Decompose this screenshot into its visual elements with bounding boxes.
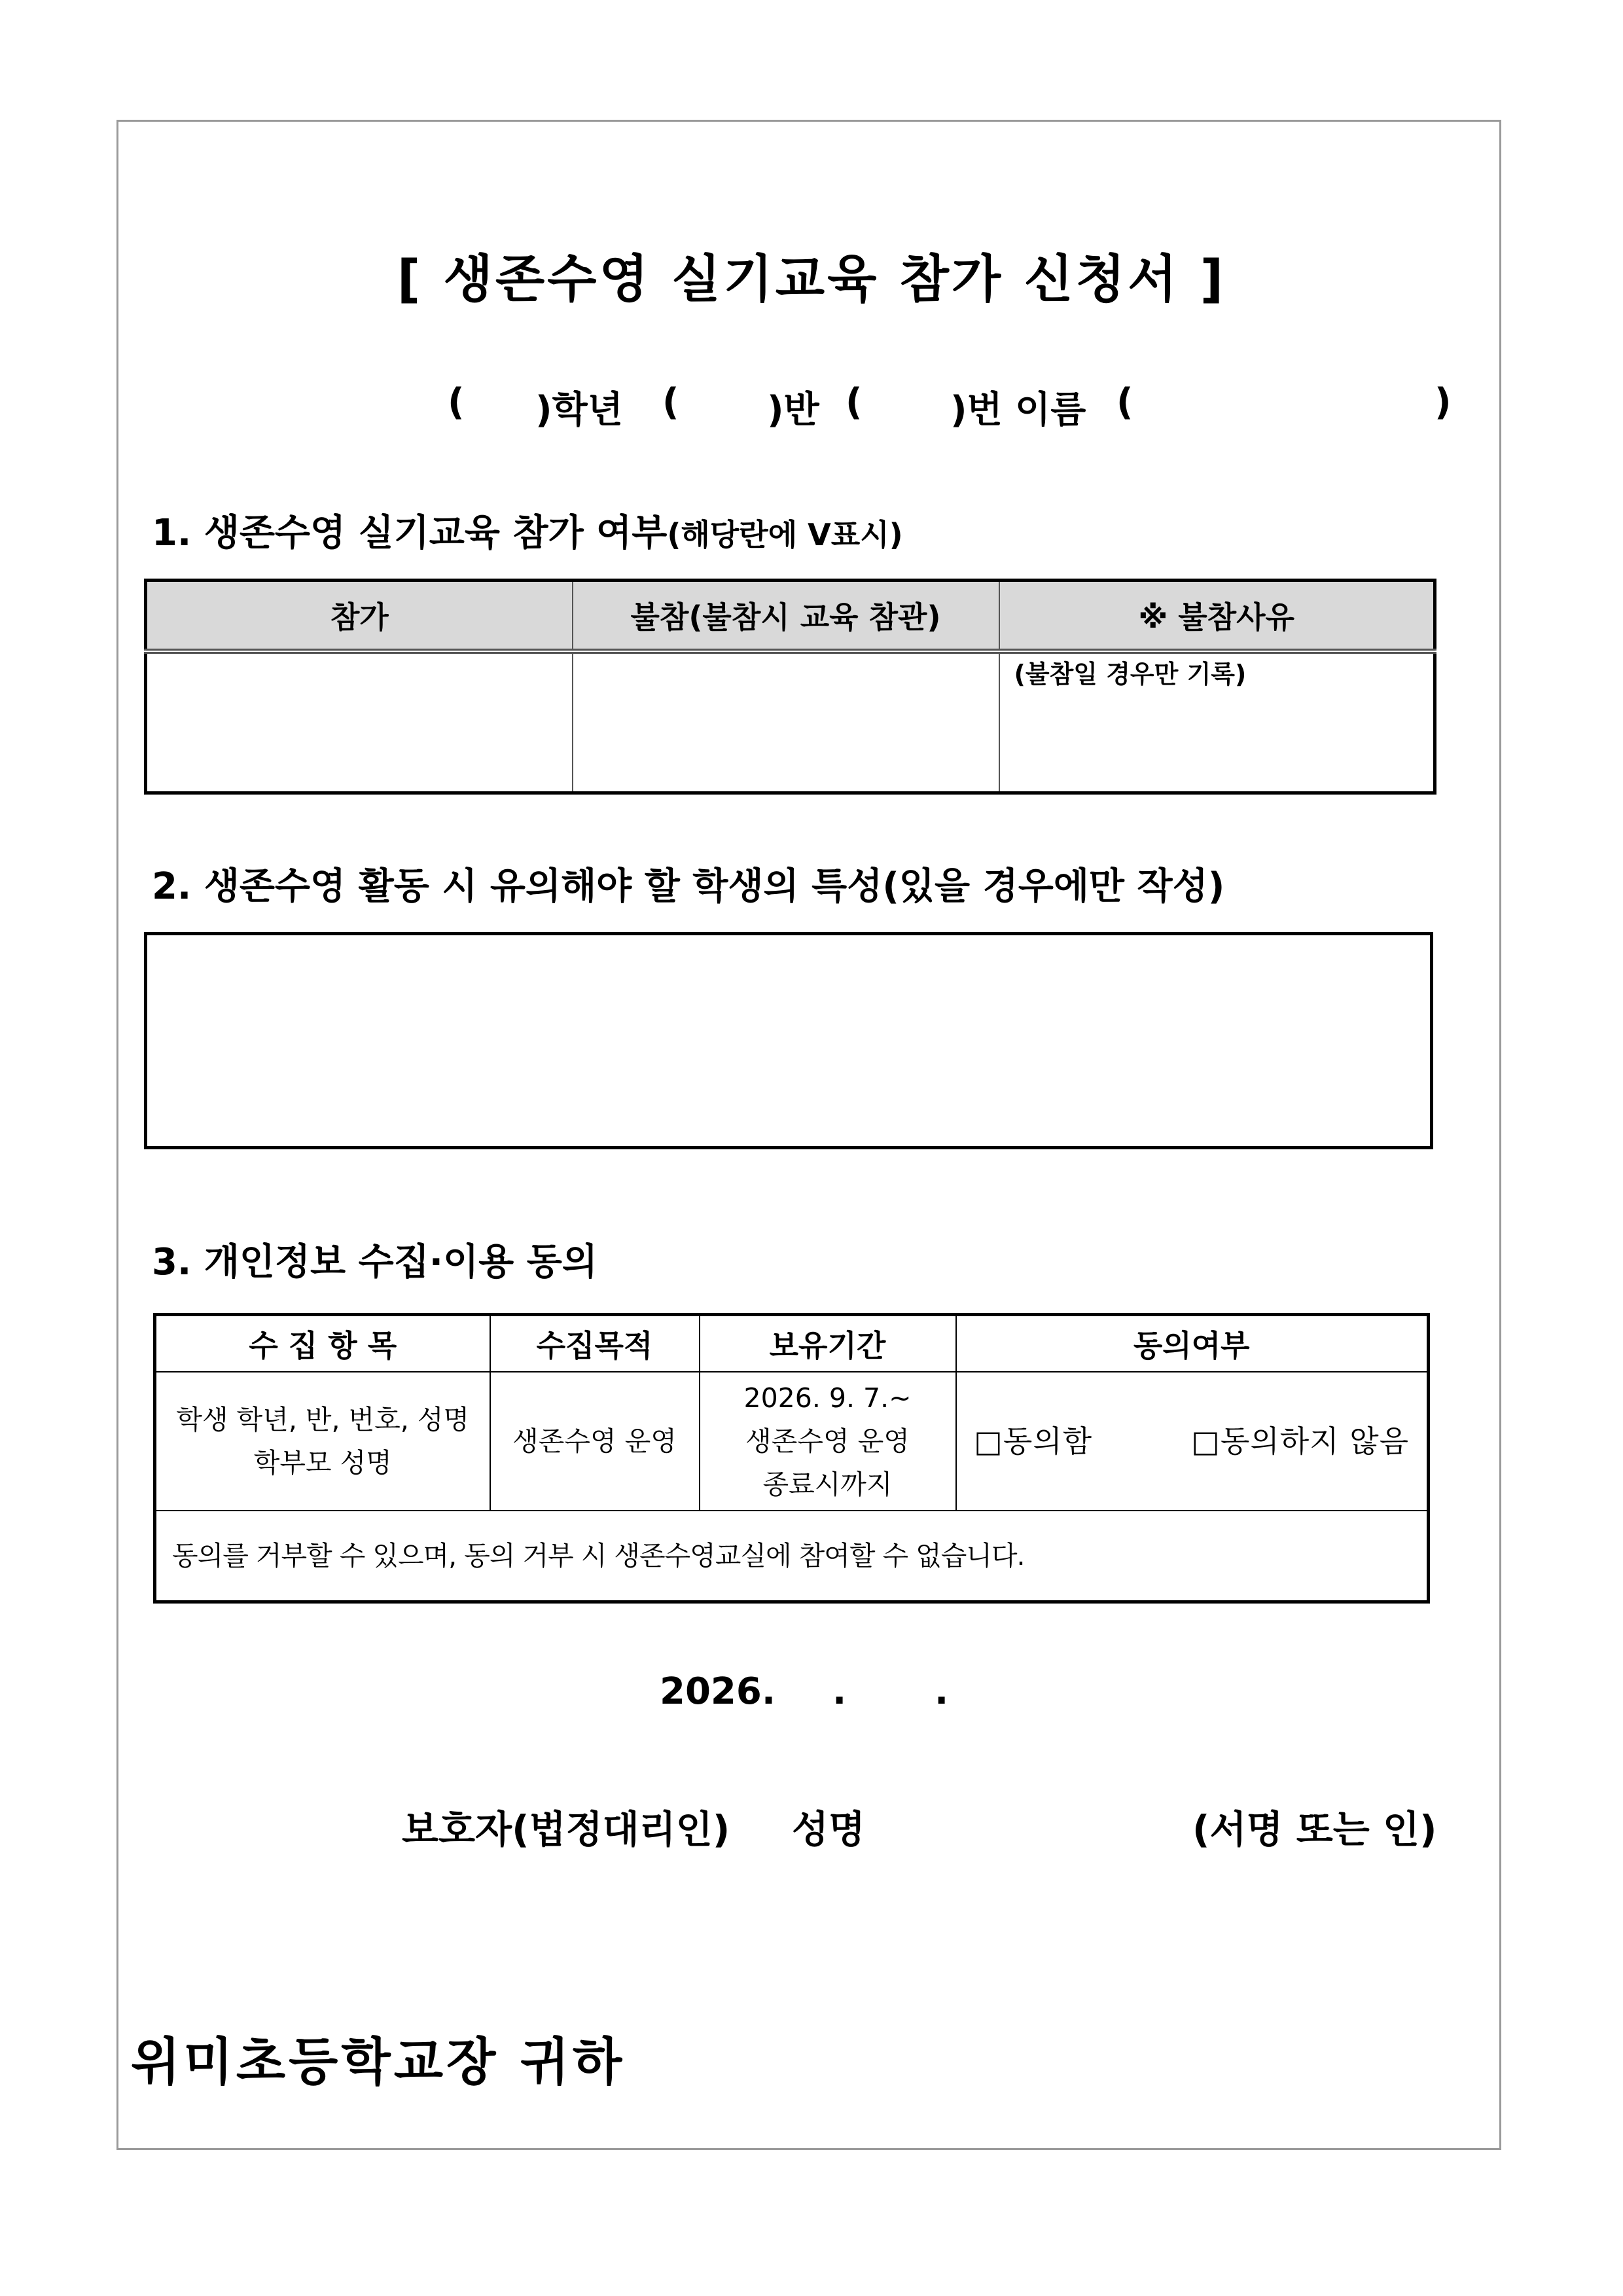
column-retention: 보유기간 <box>700 1315 956 1372</box>
date-month-dot: . <box>832 1670 847 1713</box>
number-paren-open: ( <box>846 381 863 423</box>
reason-hint: (불참일 경우만 기록) <box>1014 660 1247 689</box>
signature-label: (서명 또는 인) <box>1192 1807 1437 1852</box>
number-name-label: )번 이름 <box>950 389 1086 431</box>
column-collected-items: 수 집 항 목 <box>155 1315 490 1372</box>
consent-note: 동의를 거부할 수 있으며, 동의 거부 시 생존수영교실에 참여할 수 없습니다. <box>155 1511 1429 1602</box>
student-info-line <box>0 381 1623 433</box>
name-paren-open: ( <box>1116 381 1133 423</box>
collected-items-line1: 학생 학년, 반, 번호, 성명 <box>176 1404 470 1435</box>
grade-label: )학년 <box>535 389 623 431</box>
class-label: )반 <box>767 389 819 431</box>
collected-items-cell <box>155 1372 490 1511</box>
grade-paren-open: ( <box>448 381 465 423</box>
document-title: [ 생존수영 실기교육 참가 신청서 ] <box>397 250 1226 309</box>
absence-reason-cell[interactable] <box>999 651 1435 793</box>
column-consent: 동의여부 <box>956 1315 1429 1372</box>
date-day-dot: . <box>935 1670 949 1713</box>
retention-line3: 종료시까지 <box>762 1469 893 1500</box>
guardian-name-label: 성명 <box>792 1807 866 1852</box>
column-purpose: 수집목적 <box>490 1315 700 1372</box>
retention-cell <box>700 1372 956 1511</box>
collected-items-line2: 학부모 성명 <box>253 1447 392 1479</box>
section1-heading <box>152 504 903 556</box>
retention-line2: 생존수영 운영 <box>745 1426 910 1457</box>
participate-cell[interactable] <box>146 651 573 793</box>
guardian-label: 보호자(법정대리인) <box>402 1807 730 1852</box>
purpose-cell: 생존수영 운영 <box>490 1372 700 1511</box>
absent-cell[interactable] <box>573 651 999 793</box>
participation-table <box>144 579 1436 795</box>
agree-checkbox[interactable]: □동의함 <box>974 1424 1093 1459</box>
addressee: 위미초등학교장 귀하 <box>131 2033 626 2092</box>
section3-heading: 3. 개인정보 수집·이용 동의 <box>152 1241 597 1283</box>
student-traits-box[interactable] <box>144 932 1433 1149</box>
retention-line1: 2026. 9. 7.~ <box>743 1382 912 1414</box>
disagree-checkbox[interactable]: □동의하지 않음 <box>1191 1424 1410 1459</box>
section1-title: 1. 생존수영 실기교육 참가 여부 <box>152 512 668 554</box>
date-year: 2026. <box>660 1670 776 1713</box>
consent-cell <box>956 1372 1429 1511</box>
column-absent: 불참(불참시 교육 참관) <box>573 581 999 652</box>
section2-heading: 2. 생존수영 활동 시 유의해야 할 학생의 특성(있을 경우에만 작성) <box>152 865 1225 908</box>
class-paren-open: ( <box>662 381 679 423</box>
section1-note: (해당란에 V표시) <box>667 517 903 552</box>
column-participate: 참가 <box>146 581 573 652</box>
name-paren-close: ) <box>1435 381 1452 423</box>
column-absence-reason: ※ 불참사유 <box>999 581 1435 652</box>
privacy-consent-table <box>153 1313 1430 1604</box>
